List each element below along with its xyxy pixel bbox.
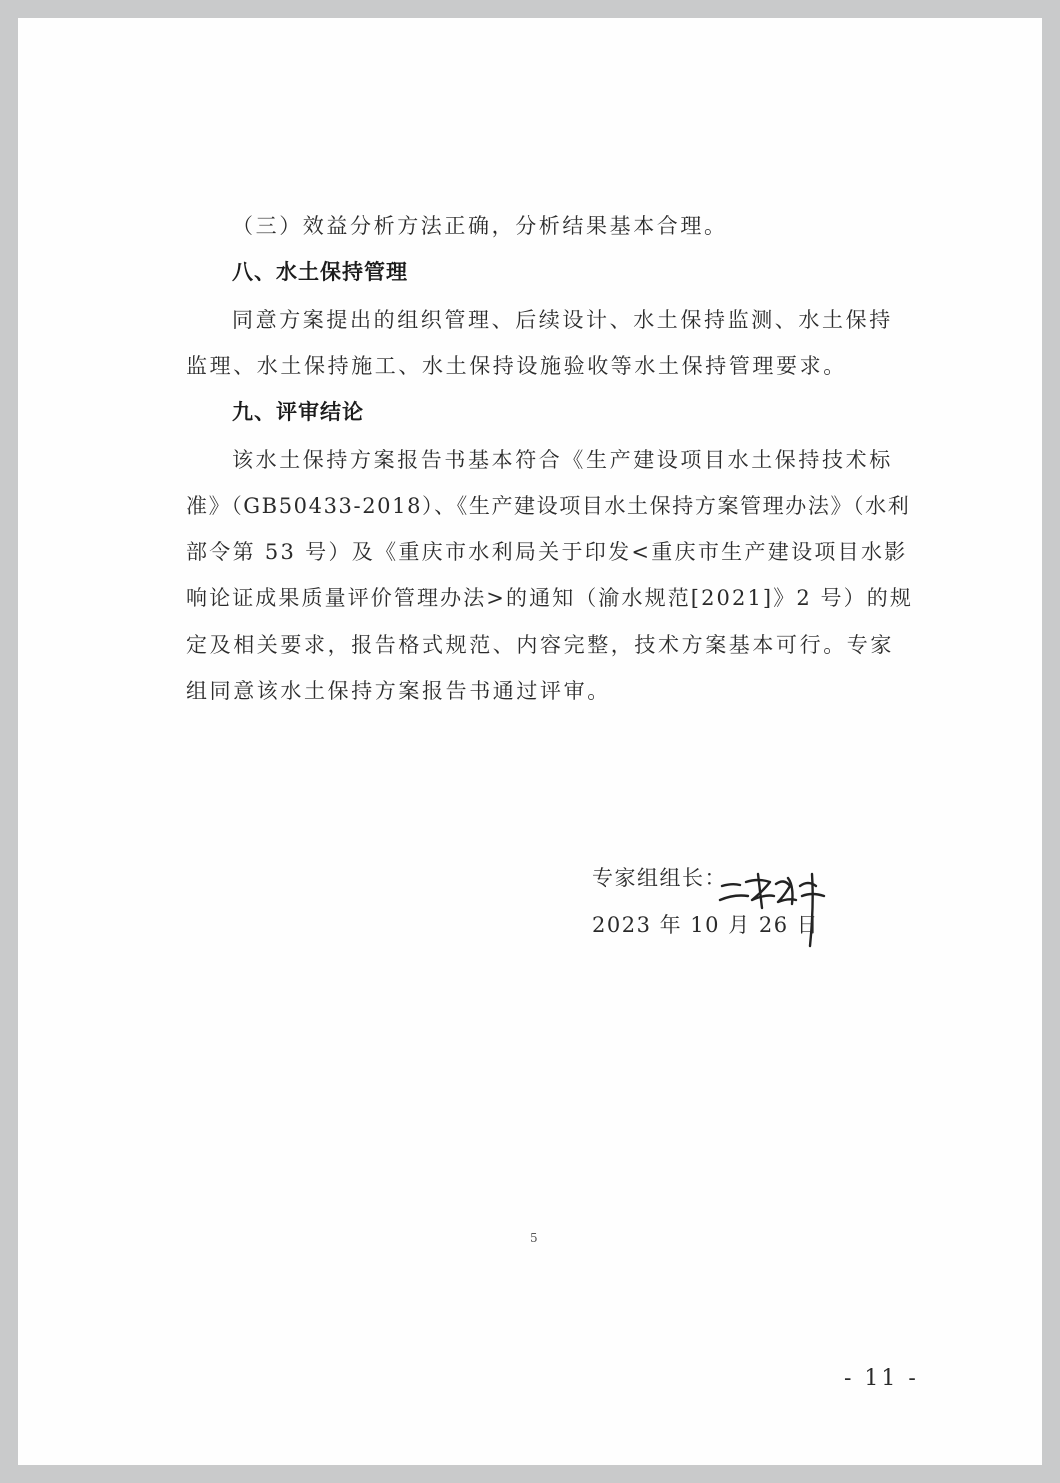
document-page — [18, 18, 1042, 1465]
inner-page-number: 5 — [530, 1231, 538, 1245]
conclusion-paragraph-line-4: 响论证成果质量评价管理办法>的通知（渝水规范[2021]》2 号）的规 — [186, 586, 913, 610]
section-heading-soil-water-management: 八、水土保持管理 — [232, 260, 408, 284]
section-heading-review-conclusion: 九、评审结论 — [232, 400, 364, 424]
conclusion-paragraph-line-3: 部令第 53 号）及《重庆市水利局关于印发<重庆市生产建设项目水影 — [186, 540, 908, 564]
conclusion-paragraph-line-2: 准》（GB50433-2018）、《生产建设项目水土保持方案管理办法》（水利 — [186, 494, 911, 518]
page-number: - 11 - — [844, 1366, 919, 1391]
signature-date: 2023 年 10 月 26 日 — [592, 913, 820, 937]
conclusion-paragraph-line-5: 定及相关要求，报告格式规范、内容完整，技术方案基本可行。专家 — [186, 633, 894, 657]
conclusion-paragraph-line-1: 该水土保持方案报告书基本符合《生产建设项目水土保持技术标 — [232, 448, 893, 472]
conclusion-paragraph-line-6: 组同意该水土保持方案报告书通过评审。 — [186, 679, 611, 703]
expert-group-leader-label: 专家组组长： — [592, 866, 727, 890]
benefit-analysis-item: （三）效益分析方法正确，分析结果基本合理。 — [232, 214, 728, 238]
management-paragraph-line-2: 监理、水土保持施工、水土保持设施验收等水土保持管理要求。 — [186, 354, 847, 378]
management-paragraph-line-1: 同意方案提出的组织管理、后续设计、水土保持监测、水土保持 — [232, 308, 893, 332]
